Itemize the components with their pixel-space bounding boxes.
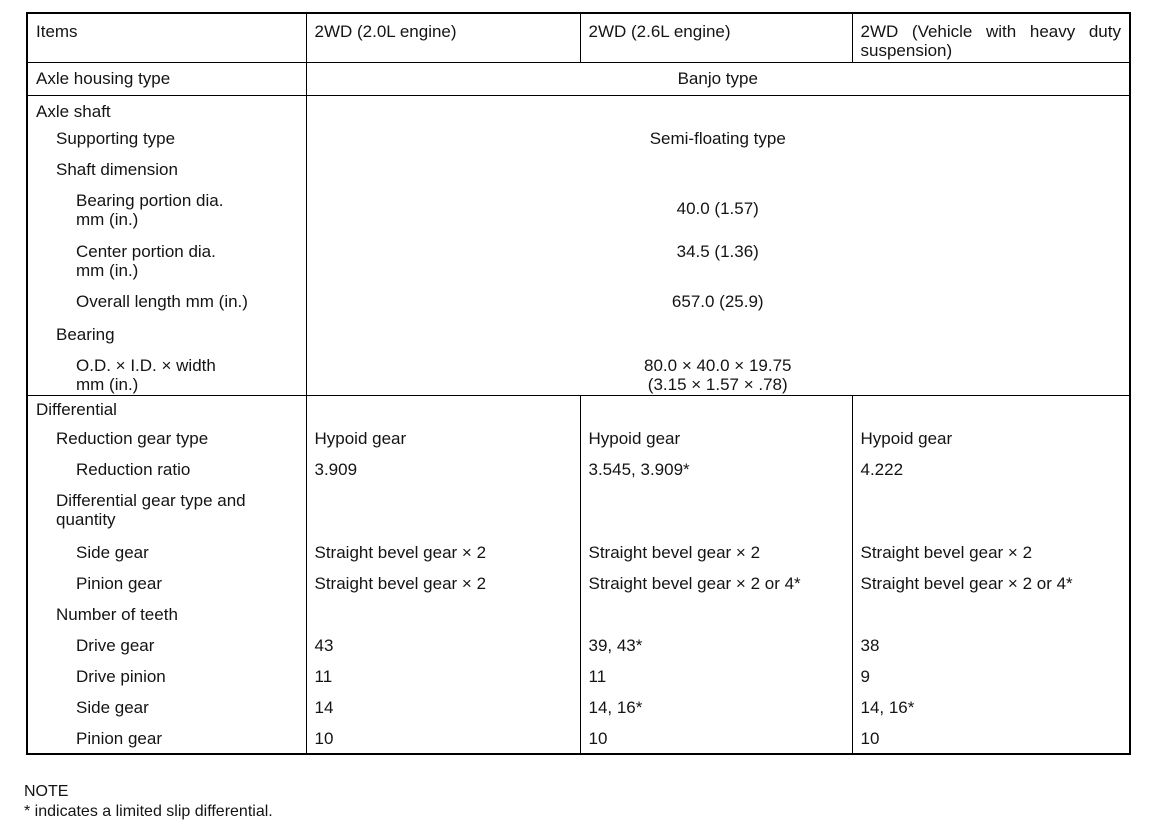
table-header-row — [27, 13, 1130, 62]
side-gear-value-1: Straight bevel gear × 2 — [306, 537, 580, 568]
reduction-ratio-label: Reduction ratio — [27, 454, 306, 485]
number-of-teeth-value-1 — [306, 599, 580, 630]
pinion-gear-label: Pinion gear — [27, 568, 306, 599]
table-row — [27, 154, 1130, 185]
side-gear-teeth-label: Side gear — [27, 692, 306, 723]
overall-length-value: 657.0 (25.9) — [306, 288, 1130, 319]
header-2wd-heavy-duty: 2WD (Vehicle with heavy duty suspension) — [852, 13, 1130, 62]
table-row — [27, 350, 1130, 395]
side-gear-value-2: Straight bevel gear × 2 — [580, 537, 852, 568]
drive-gear-value-3: 38 — [852, 630, 1130, 661]
drive-gear-value-1: 43 — [306, 630, 580, 661]
pinion-gear-teeth-value-3: 10 — [852, 723, 1130, 754]
diff-gear-type-quantity-value-2 — [580, 485, 852, 537]
table-row — [27, 661, 1130, 692]
number-of-teeth-label: Number of teeth — [27, 599, 306, 630]
reduction-gear-type-label: Reduction gear type — [27, 423, 306, 454]
number-of-teeth-value-3 — [852, 599, 1130, 630]
table-row — [27, 485, 1130, 537]
side-gear-teeth-value-3: 14, 16* — [852, 692, 1130, 723]
table-row — [27, 568, 1130, 599]
table-row — [27, 423, 1130, 454]
bearing-dims-value: 80.0 × 40.0 × 19.75 (3.15 × 1.57 × .78) — [306, 350, 1130, 395]
pinion-gear-value-3: Straight bevel gear × 2 or 4* — [852, 568, 1130, 599]
header-items: Items — [27, 13, 306, 62]
drive-gear-value-2: 39, 43* — [580, 630, 852, 661]
center-portion-value: 34.5 (1.36) — [306, 236, 1130, 288]
axle-shaft-label: Axle shaft — [27, 95, 306, 123]
differential-label: Differential — [27, 395, 306, 423]
table-row — [27, 395, 1130, 423]
drive-pinion-value-3: 9 — [852, 661, 1130, 692]
drive-pinion-label: Drive pinion — [27, 661, 306, 692]
reduction-gear-type-value-3: Hypoid gear — [852, 423, 1130, 454]
reduction-gear-type-value-1: Hypoid gear — [306, 423, 580, 454]
supporting-type-label: Supporting type — [27, 123, 306, 154]
side-gear-value-3: Straight bevel gear × 2 — [852, 537, 1130, 568]
table-row — [27, 62, 1130, 95]
note-text: * indicates a limited slip differential. — [24, 803, 273, 820]
axle-housing-label: Axle housing type — [27, 62, 306, 95]
bearing-label: Bearing — [27, 319, 306, 350]
side-gear-teeth-value-1: 14 — [306, 692, 580, 723]
side-gear-teeth-value-2: 14, 16* — [580, 692, 852, 723]
overall-length-label: Overall length mm (in.) — [27, 288, 306, 319]
bearing-dims-label: O.D. × I.D. × width mm (in.) — [27, 350, 306, 395]
side-gear-label: Side gear — [27, 537, 306, 568]
pinion-gear-teeth-label: Pinion gear — [27, 723, 306, 754]
reduction-ratio-value-1: 3.909 — [306, 454, 580, 485]
table-row — [27, 236, 1130, 288]
table-row — [27, 185, 1130, 236]
number-of-teeth-value-2 — [580, 599, 852, 630]
differential-rows — [27, 423, 1130, 754]
supporting-type-value: Semi-floating type — [306, 123, 1130, 154]
shaft-dimension-label: Shaft dimension — [27, 154, 306, 185]
axle-specifications-table — [26, 12, 1131, 755]
pinion-gear-teeth-value-2: 10 — [580, 723, 852, 754]
bearing-portion-value: 40.0 (1.57) — [306, 185, 1130, 236]
table-row — [27, 537, 1130, 568]
table-row — [27, 599, 1130, 630]
diff-gear-type-quantity-label: Differential gear type and quantity — [27, 485, 306, 537]
axle-housing-value: Banjo type — [306, 62, 1130, 95]
table-row — [27, 692, 1130, 723]
header-2wd-2-0l: 2WD (2.0L engine) — [306, 13, 580, 62]
drive-pinion-value-1: 11 — [306, 661, 580, 692]
center-portion-label: Center portion dia. mm (in.) — [27, 236, 306, 288]
diff-gear-type-quantity-value-3 — [852, 485, 1130, 537]
pinion-gear-teeth-value-1: 10 — [306, 723, 580, 754]
table-row — [27, 123, 1130, 154]
table-row — [27, 630, 1130, 661]
table-row — [27, 454, 1130, 485]
drive-gear-label: Drive gear — [27, 630, 306, 661]
bearing-portion-label: Bearing portion dia. mm (in.) — [27, 185, 306, 236]
note-title: NOTE — [24, 783, 69, 800]
reduction-ratio-value-3: 4.222 — [852, 454, 1130, 485]
reduction-ratio-value-2: 3.545, 3.909* — [580, 454, 852, 485]
header-2wd-2-6l: 2WD (2.6L engine) — [580, 13, 852, 62]
table-row — [27, 288, 1130, 319]
table-row — [27, 319, 1130, 350]
reduction-gear-type-value-2: Hypoid gear — [580, 423, 852, 454]
diff-gear-type-quantity-value-1 — [306, 485, 580, 537]
table-row — [27, 95, 1130, 123]
pinion-gear-value-1: Straight bevel gear × 2 — [306, 568, 580, 599]
table-row — [27, 723, 1130, 754]
pinion-gear-value-2: Straight bevel gear × 2 or 4* — [580, 568, 852, 599]
drive-pinion-value-2: 11 — [580, 661, 852, 692]
